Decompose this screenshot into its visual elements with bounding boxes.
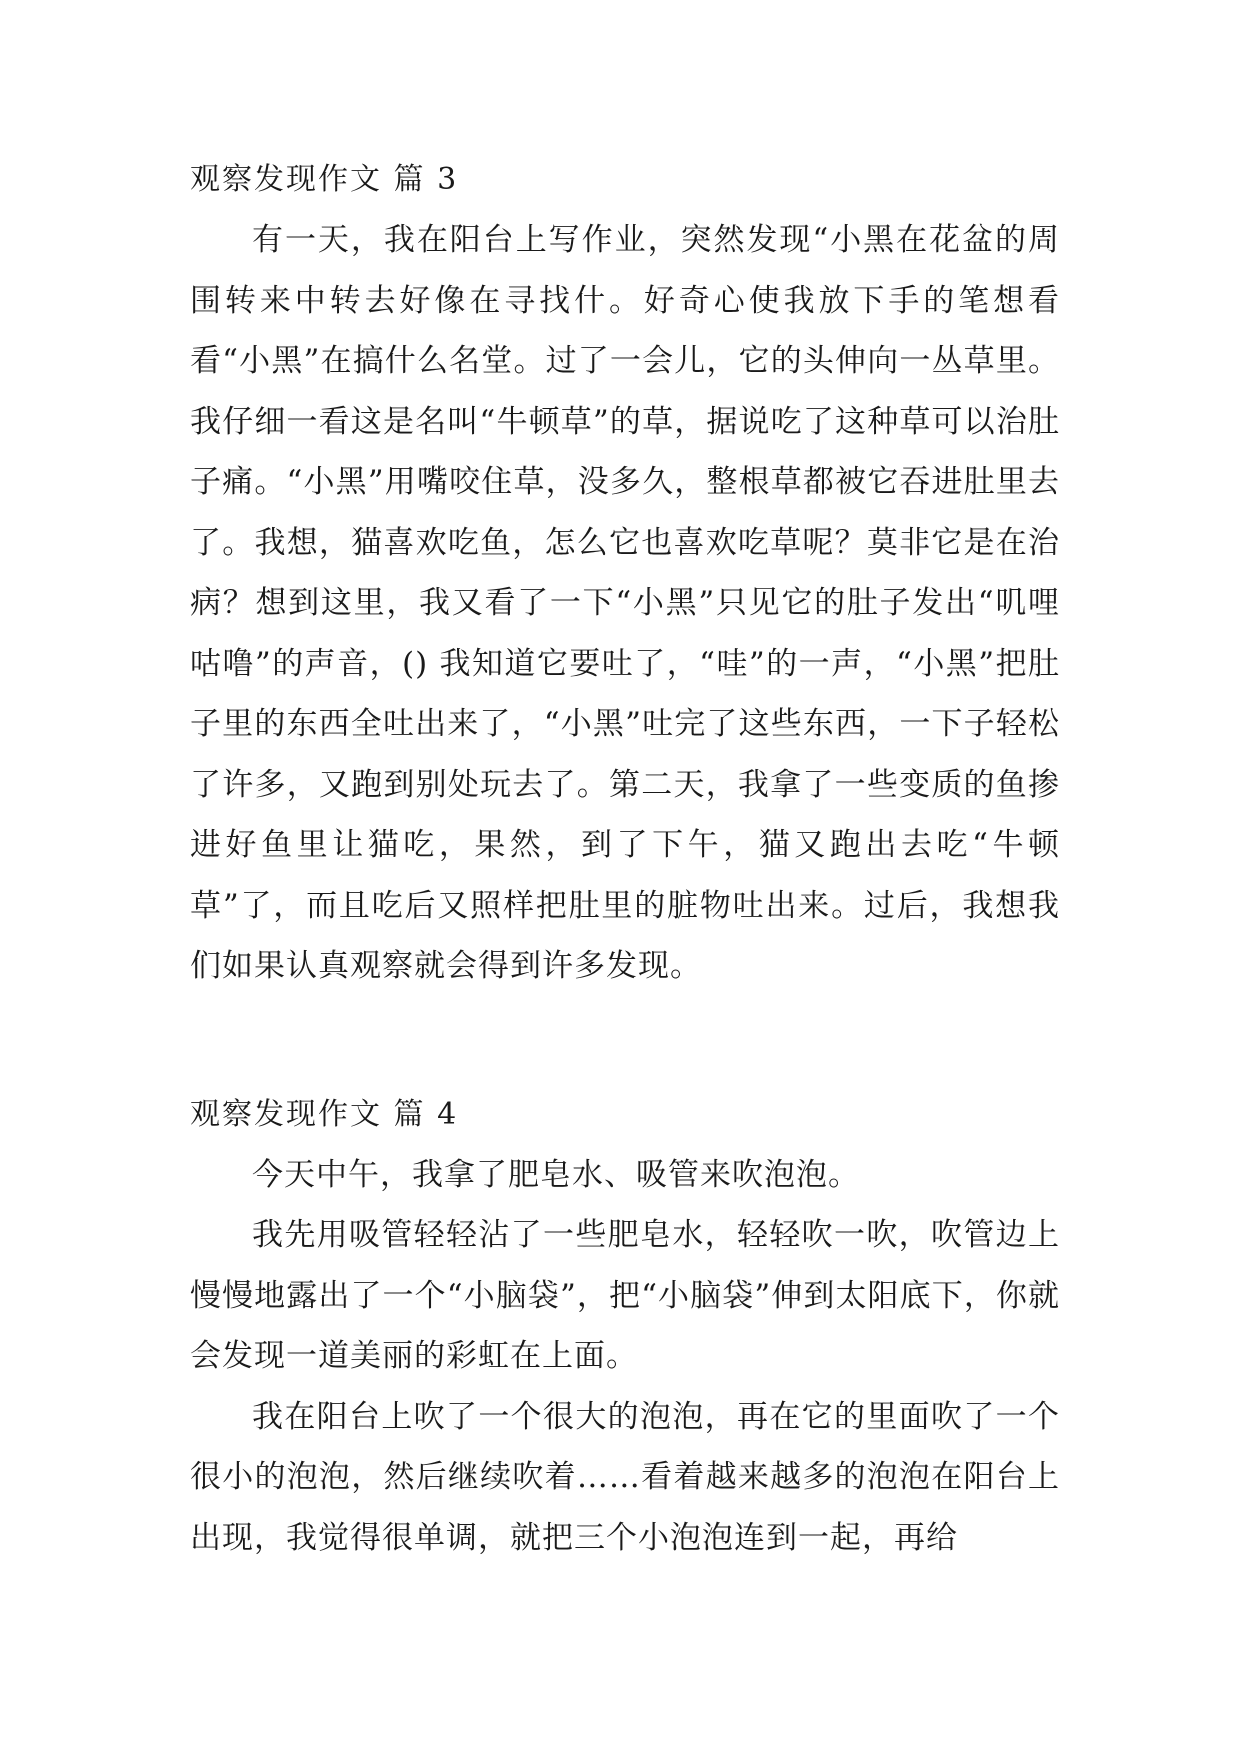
section-title: 观察发现作文 篇 4 <box>190 1096 459 1132</box>
paragraph: 有一天，我在阳台上写作业，突然发现“小黑在花盆的周围转来中转去好像在寻找什。好奇心使我放下手的笔想看看“小黑”在搞什么名堂。过了一会儿，它的头伸向一丛草里。我仔细一看这是名叫“牛顿草”的草，据说吃了这种草可以治肚子痛。“小黑”用嘴咬住草，没多久，整根草都被它吞进肚里去了。我想，猫喜欢吃鱼，怎么它也喜欢吃草呢？莫非它是在治病？想到这里，我又看了一下“小黑”只见它的肚子发出“叽哩咕噜”的声音，() 我知道它要吐了，“哇”的一声，“小黑”把肚子里的东西全吐出来了，“小黑”吐完了这些东西，一下子轻松了许多，又跑到别处玩去了。第二天，我拿了一些变质的鱼掺进好鱼里让猫吃，果然，到了下午，猫又跑出去吃“牛顿草”了，而且吃后又照样把肚里的脏物吐出来。过后，我想我们如果认真观察就会得到许多发现。 <box>190 222 1060 984</box>
paragraph: 我在阳台上吹了一个很大的泡泡，再在它的里面吹了一个很小的泡泡，然后继续吹着……看着越来越多的泡泡在阳台上出现，我觉得很单调，就把三个小泡泡连到一起，再给 <box>190 1398 1060 1556</box>
document-page <box>190 150 1060 1568</box>
paragraph: 今天中午，我拿了肥皂水、吸管来吹泡泡。 <box>252 1156 860 1193</box>
paragraph: 我先用吸管轻轻沾了一些肥皂水，轻轻吹一吹，吹管边上慢慢地露出了一个“小脑袋”，把“小脑袋”伸到太阳底下，你就会发现一道美丽的彩虹在上面。 <box>190 1217 1060 1374</box>
section-gap <box>190 997 1060 1085</box>
section-title: 观察发现作文 篇 3 <box>190 162 459 197</box>
